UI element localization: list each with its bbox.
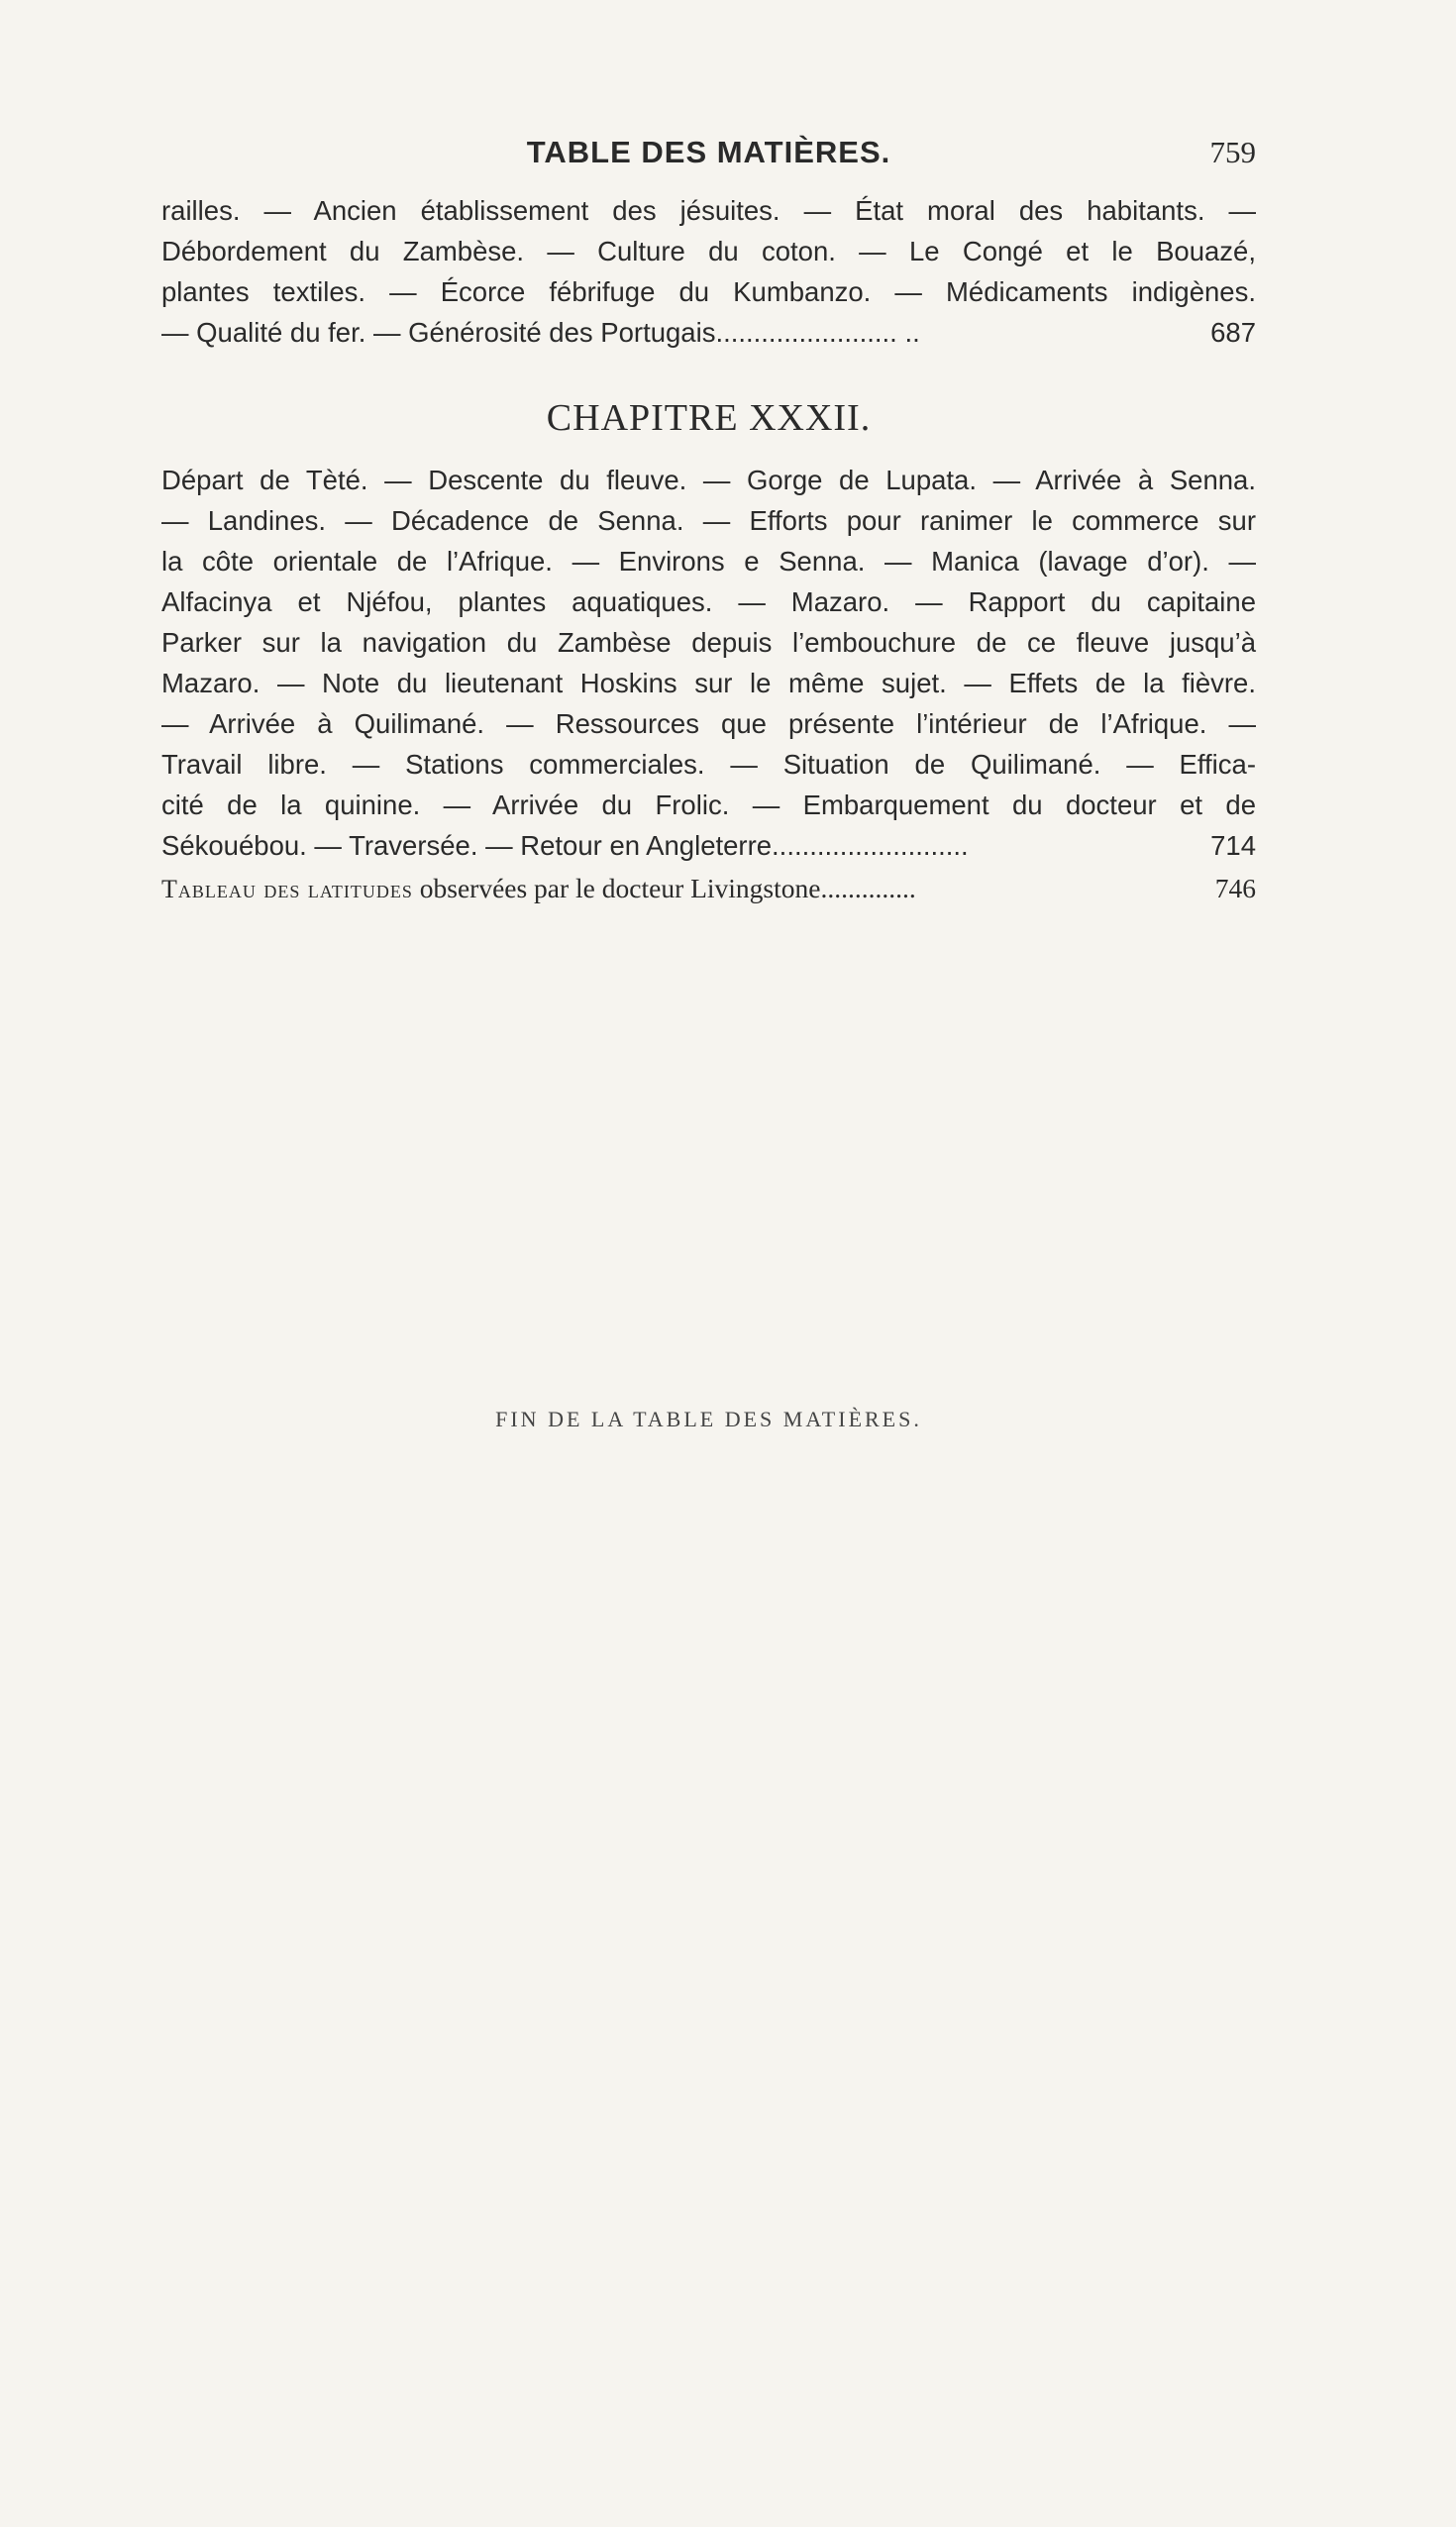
toc-page-ref: 714 xyxy=(1210,830,1256,861)
toc-line-text: — Qualité du fer. — Générosité des Portugais........................ .. xyxy=(161,317,920,348)
running-head xyxy=(161,135,1256,178)
toc-line: — Arrivée à Quilimané. — Ressources que présente l’intérieur de l’Afrique. — xyxy=(161,708,1256,739)
toc-line: Débordement du Zambèse. — Culture du coton. — Le Congé et le Bouazé, xyxy=(161,236,1256,266)
running-title: TABLE DES MATIÈRES. xyxy=(526,135,891,169)
tableau-label-rest: observées par le docteur Livingstone.............. xyxy=(412,873,916,903)
chapter-heading: CHAPITRE XXXII. xyxy=(546,397,872,439)
toc-line: plantes textiles. — Écorce fébrifuge du Kumbanzo. — Médicaments indigènes. xyxy=(161,276,1256,307)
toc-line: Alfacinya et Njéfou, plantes aquatiques. — Mazaro. — Rapport du capitaine xyxy=(161,586,1256,617)
toc-entry-previous-chapter xyxy=(161,190,1256,353)
toc-line: Mazaro. — Note du lieutenant Hoskins sur le même sujet. — Effets de la fièvre. xyxy=(161,668,1256,698)
toc-entry-tableau xyxy=(161,868,1256,909)
toc-line-text: Sékouébou. — Traversée. — Retour en Angleterre.......................... xyxy=(161,830,969,861)
toc-page-ref: 746 xyxy=(1214,873,1256,903)
toc-line: la côte orientale de l’Afrique. — Environs e Senna. — Manica (lavage d’or). — xyxy=(161,546,1256,577)
end-note: FIN DE LA TABLE DES MATIÈRES. xyxy=(495,1407,922,1431)
toc-line: — Landines. — Décadence de Senna. — Efforts pour ranimer le commerce sur xyxy=(161,505,1256,536)
tableau-label: Tableau des latitudes xyxy=(161,875,413,903)
toc-line: cité de la quinine. — Arrivée du Frolic. — Embarquement du docteur et de xyxy=(161,790,1256,820)
toc-page-ref: 687 xyxy=(1210,317,1256,348)
toc-line: Travail libre. — Stations commerciales. — Situation de Quilimané. — Effica- xyxy=(161,749,1256,780)
toc-line: Parker sur la navigation du Zambèse depuis l’embouchure de ce fleuve jusqu’à xyxy=(161,627,1256,658)
page-number: 759 xyxy=(1209,135,1256,169)
toc-entry-chapter-xxxii xyxy=(161,460,1256,866)
toc-line xyxy=(161,312,1256,353)
toc-line xyxy=(161,825,1256,866)
toc-line: railles. — Ancien établissement des jésuites. — État moral des habitants. — xyxy=(161,195,1256,226)
toc-line: Départ de Tèté. — Descente du fleuve. — Gorge de Lupata. — Arrivée à Senna. xyxy=(161,465,1256,495)
